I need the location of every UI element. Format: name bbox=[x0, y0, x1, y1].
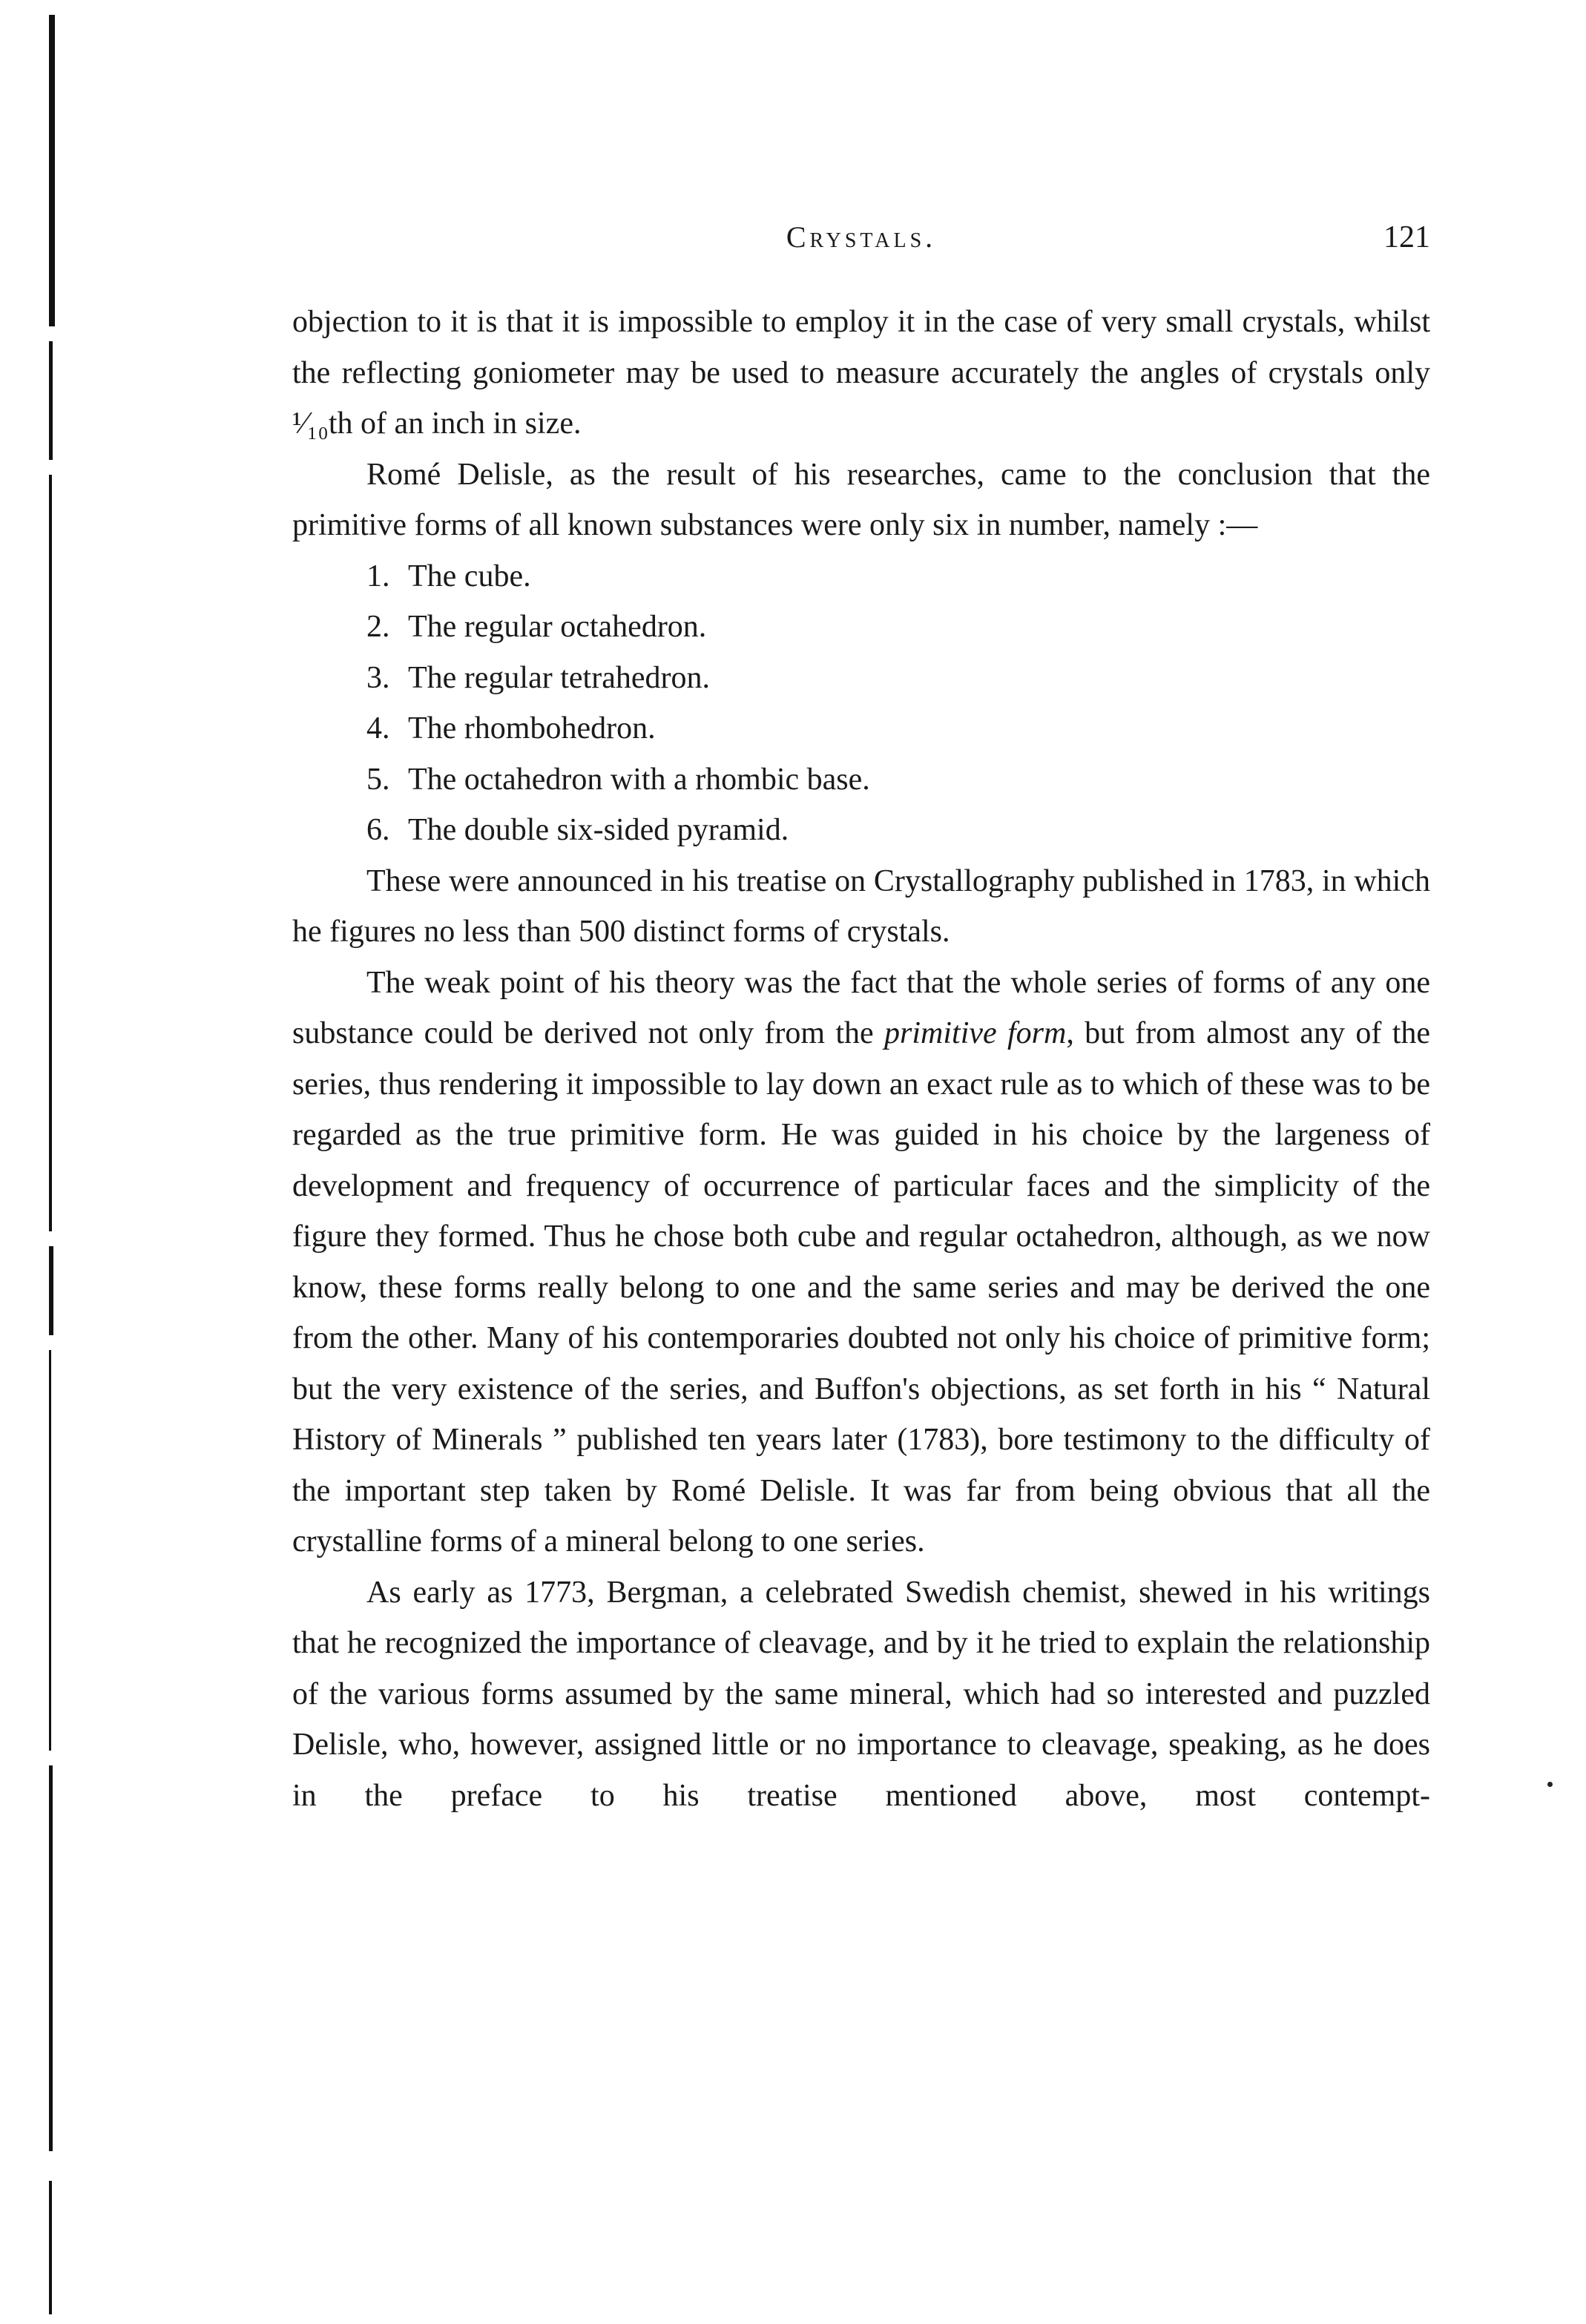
list-item-text: The regular octahedron. bbox=[408, 610, 707, 644]
list-item-number: 4. bbox=[366, 711, 390, 745]
paragraph-1: objection to it is that it is impossible to employ it in the case of very small crystals, whilst the reflecting goniometer may be used to measure accurately the angles of crystals only ¹⁄₁₀th of an inch in size. bbox=[292, 305, 1430, 441]
list-item bbox=[366, 653, 1430, 704]
list-item-number: 2. bbox=[366, 610, 390, 644]
list-item-number: 6. bbox=[366, 813, 390, 847]
list-item bbox=[366, 805, 1430, 856]
list-item-text: The regular tetrahedron. bbox=[408, 660, 710, 695]
scan-speck bbox=[1547, 1782, 1553, 1787]
list-item bbox=[366, 703, 1430, 754]
italic-term: primitive form bbox=[884, 1016, 1067, 1050]
binding-edge bbox=[49, 15, 56, 2314]
list-item bbox=[366, 754, 1430, 806]
body-text bbox=[292, 297, 1430, 1821]
paragraph-4-start: The weak point of his theory was the fact that the whole series of forms of any one substance could be derived not only from the bbox=[292, 965, 1430, 1050]
running-title: Crystals. bbox=[786, 220, 937, 254]
page-number: 121 bbox=[1383, 220, 1430, 254]
primitive-forms-list bbox=[292, 551, 1430, 856]
paragraph-4-end: , but from almost any of the series, thus rendering it impossible to lay down an exact rule as to which of these was to be regarded as the true primitive form. He was guided in his choice by the largeness of development and frequency of occurrence of particular faces and the simplicity of the figure they formed. Thus he chose both cube and regular octahedron, although, as we now know, these forms really belong to one and the same series and may be derived the one from the other. Many of his contemporaries doubted not only his choice of primitive form; but the very existence of the series, and Buffon's objections, as set forth in his “ Natural History of Minerals ” published ten years later (1783), bore testimony to the difficulty of the important step taken by Romé Delisle. It was far from being obvious that all the crystalline forms of a mineral belong to one series. bbox=[292, 1016, 1431, 1558]
paragraph-3: These were announced in his treatise on Crystallography published in 1783, in which he figures no less than 500 distinct forms of crystals. bbox=[292, 863, 1430, 949]
list-item-text: The rhombohedron. bbox=[408, 711, 656, 745]
list-item-number: 1. bbox=[366, 559, 390, 593]
list-item-text: The cube. bbox=[408, 559, 531, 593]
list-item-number: 5. bbox=[366, 762, 390, 797]
page-header bbox=[292, 220, 1430, 264]
paragraph-4 bbox=[292, 958, 1430, 1567]
list-item-text: The octahedron with a rhombic base. bbox=[408, 762, 870, 797]
list-item-number: 3. bbox=[366, 660, 390, 695]
list-item-text: The double six-sided pyramid. bbox=[408, 813, 789, 847]
paragraph-2: Romé Delisle, as the result of his researches, came to the conclusion that the primitive forms of all known substances were only six in number, namely :— bbox=[292, 457, 1430, 542]
list-item bbox=[366, 602, 1430, 653]
list-item bbox=[366, 551, 1430, 602]
paragraph-5: As early as 1773, Bergman, a celebrated Swedish chemist, shewed in his writings that he recognized the importance of cleavage, and by it he tried to explain the relationship of the various forms assumed by the same mineral, which had so interested and puzzled Delisle, who, however, assigned little or no importance to cleavage, speaking, as he does in the preface to his treatise mentioned above, most contempt- bbox=[292, 1575, 1430, 1813]
